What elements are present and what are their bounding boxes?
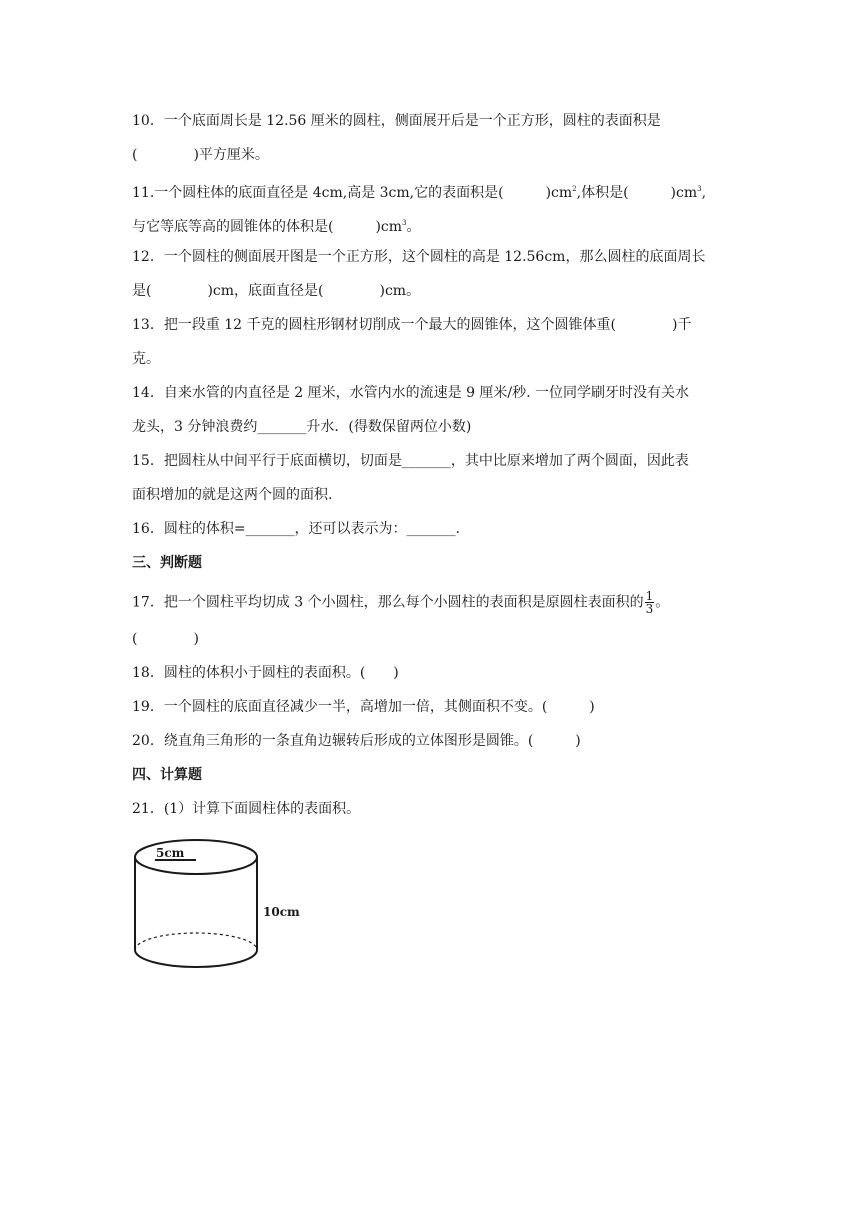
- section-calculation-title: 四、计算题: [132, 767, 202, 783]
- section-judgment-title: 三、判断题: [132, 555, 202, 571]
- q11-line1-a: 11.一个圆柱体的底面直径是 4cm,高是 3cm,它的表面积是( )cm: [132, 185, 573, 201]
- cylinder-top-ellipse: [135, 840, 257, 874]
- q12-line2: 是( )cm，底面直径是( )cm。: [132, 283, 421, 299]
- q13-line1: 13．把一段重 12 千克的圆柱形钢材切削成一个最大的圆锥体，这个圆锥体重( )千: [132, 317, 692, 333]
- q11-sup-2: 3: [697, 185, 702, 193]
- q12-line1: 12．一个圆柱的侧面展开图是一个正方形，这个圆柱的高是 12.56cm，那么圆柱的底面周长: [132, 249, 706, 265]
- q19-line: 19．一个圆柱的底面直径减少一半，高增加一倍，其侧面积不变。( ): [132, 699, 595, 715]
- q17-text: 17．把一个圆柱平均切成 3 个小圆柱，那么每个小圆柱的表面积是原圆柱表面积的: [132, 594, 644, 611]
- q11-sup-3: 3: [402, 219, 407, 227]
- q17-line2: ( ): [132, 631, 199, 647]
- fraction-numerator: 1: [645, 589, 654, 603]
- height-label: 10cm: [263, 905, 300, 919]
- cylinder-figure: [128, 836, 318, 976]
- cylinder-bottom-front-arc: [135, 950, 257, 967]
- q10-line2: ( )平方厘米。: [132, 147, 269, 163]
- q15-line1: 15．把圆柱从中间平行于底面横切，切面是_______，其中比原来增加了两个圆面，因此表: [132, 453, 689, 469]
- radius-label: 5cm: [156, 846, 185, 860]
- q16-line1: 16．圆柱的体积=_______，还可以表示为：_______.: [132, 521, 460, 537]
- q14-line2: 龙头，3 分钟浪费约_______升水．(得数保留两位小数): [132, 419, 472, 435]
- q10-line1: 10．一个底面周长是 12.56 厘米的圆柱，侧面展开后是一个正方形，圆柱的表面积是: [132, 113, 661, 129]
- q11-line2-b: 。: [406, 219, 421, 235]
- fraction-denominator: 3: [645, 602, 654, 616]
- q11-line2: [132, 214, 421, 236]
- q11-sup-1: 2: [572, 185, 577, 193]
- q18-line: 18．圆柱的体积小于圆柱的表面积。( ): [132, 665, 399, 681]
- q11-line1-c: ,: [701, 185, 707, 201]
- q21-line: 21．(1）计算下面圆柱体的表面积。: [132, 801, 361, 817]
- q15-line2: 面积增加的就是这两个圆的面积.: [132, 487, 333, 503]
- q17-end: 。: [655, 594, 670, 611]
- q20-line: 20．绕直角三角形的一条直角边辗转后形成的立体图形是圆锥。( ): [132, 733, 581, 749]
- q11-line1-b: ,体积是( )cm: [576, 185, 698, 201]
- one-third-fraction: [645, 590, 655, 615]
- q14-line1: 14．自来水管的内直径是 2 厘米，水管内水的流速是 9 厘米/秒. 一位同学刷牙时没有关水: [132, 385, 690, 401]
- q11-line1: [132, 180, 706, 202]
- q17-line1: [132, 590, 669, 615]
- cylinder-bottom-back-arc: [135, 933, 257, 950]
- q13-line2: 克。: [132, 351, 160, 367]
- q11-line2-a: 与它等底等高的圆锥体的体积是( )cm: [132, 219, 403, 235]
